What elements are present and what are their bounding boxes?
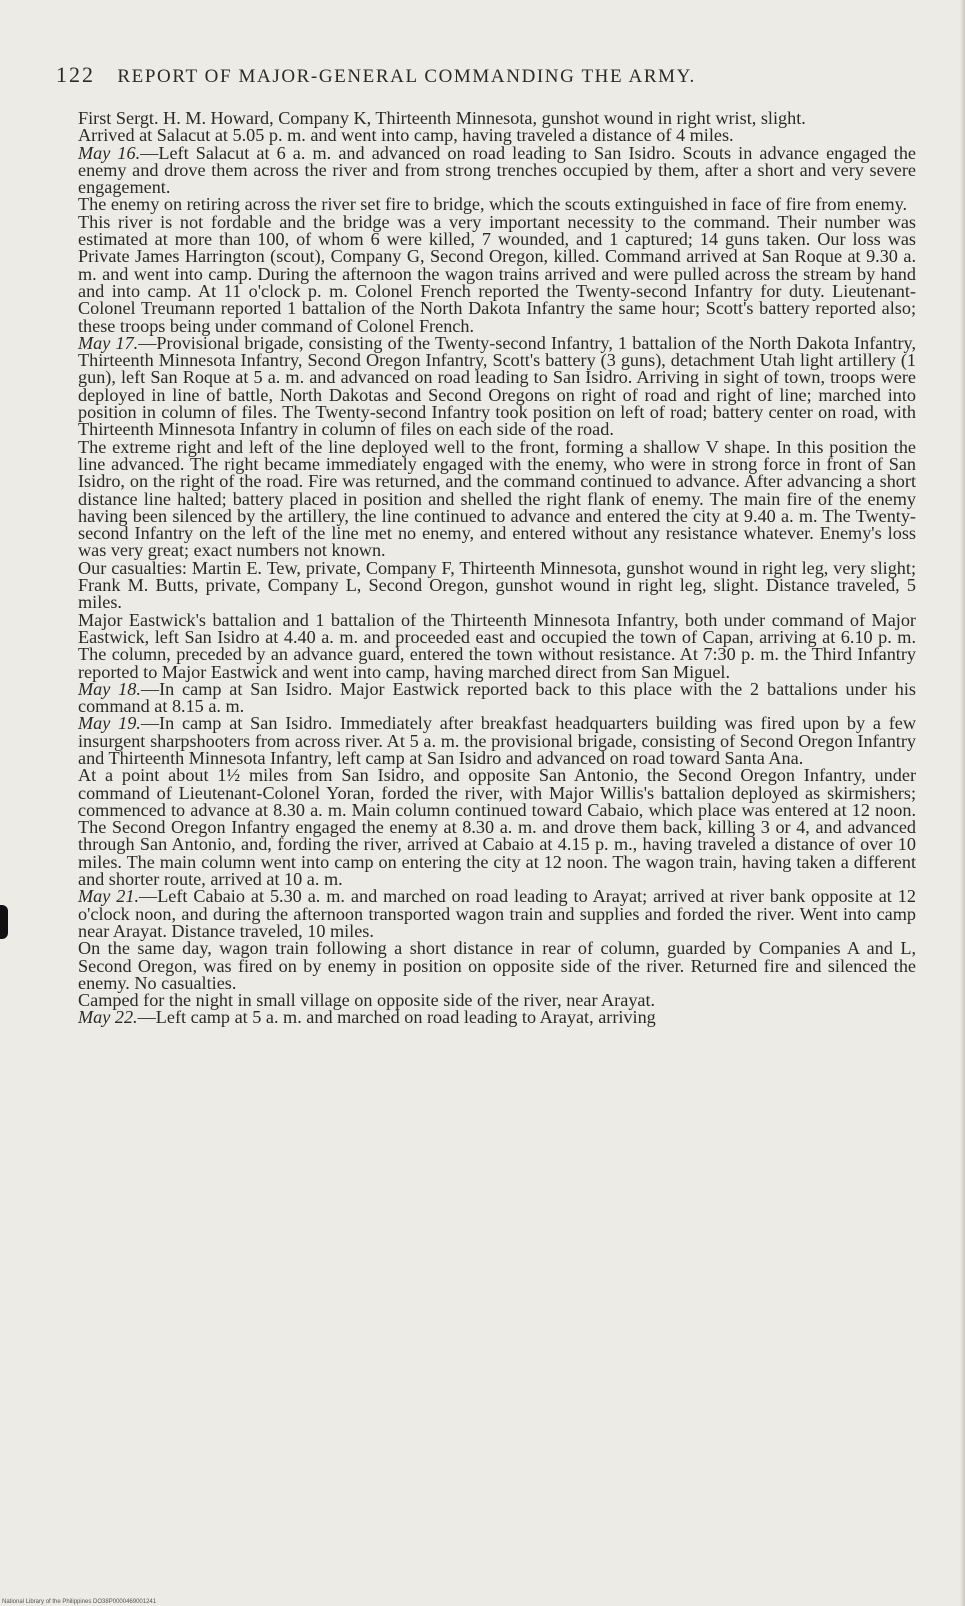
- paragraph: [78, 715, 916, 767]
- paragraph-text: Arrived at Salacut at 5.05 p. m. and went into camp, having traveled a distance of 4 miles.: [78, 125, 734, 146]
- running-title: REPORT OF MAJOR-GENERAL COMMANDING THE ARMY.: [117, 66, 696, 87]
- paragraph-text: At a point about 1½ miles from San Isidro, and opposite San Antonio, the Second Oregon Infantry, under command of Lieutenant-Colonel Yoran, forded the river, with Major Willis's battalion deployed as skirmishers; commenced to advance at 8.30 a. m. Main column continued toward Cabaio, which place was entered at 12 noon. The Second Oregon Infantry engaged the enemy at 8.30 a. m. and drove them back, killing 3 or 4, and advanced through San Antonio, and, fording the river, arrived at Cabaio at 4.15 p. m., having traveled a distance of over 10 miles. The main column went into camp on entering the city at 12 noon. The wagon train, having taken a different and shorter route, arrived at 10 a. m.: [78, 765, 916, 890]
- paragraph-text: The extreme right and left of the line deployed well to the front, forming a shallow V shape. In this position the line advanced. The right became immediately engaged with the enemy, who were in strong force in front of San Isidro, on the right of the road. Fire was returned, and the command continued to advance. After advancing a short distance line halted; battery placed in position and shelled the right flank of enemy. The main fire of the enemy having been silenced by the artillery, the line continued to advance and entered the city at 9.40 a. m. The Twenty-second Infantry on the left of the line met no enemy, and entered without any resistance whatever. Enemy's loss was very great; exact numbers not known.: [78, 436, 916, 561]
- paragraph-text: This river is not fordable and the bridge was a very important necessity to the command. Their number was estimated at more than 100, of whom 6 were killed, 7 wounded, and 1 captured; 14 guns taken. Our loss was Private James Harrington (scout), Company G, Second Oregon, killed. Command arrived at San Roque at 9.30 a. m. and went into camp. During the afternoon the wagon trains arrived and were pulled across the stream by hand and into camp. At 11 o'clock p. m. Colonel French reported the Twenty-second Infantry for duty. Lieutenant-Colonel Treumann reported 1 battalion of the North Dakota Infantry the same hour; Scott's battery reported also; these troops being under command of Colonel French.: [78, 211, 916, 336]
- paragraph-text: Our casualties: Martin E. Tew, private, Company F, Thirteenth Minnesota, gunshot wound in right leg, very slight; Frank M. Butts, private, Company L, Second Oregon, gunshot wound in right leg, slight. Distance traveled, 5 miles.: [78, 557, 916, 613]
- paragraph-text: Major Eastwick's battalion and 1 battalion of the Thirteenth Minnesota Infantry, both under command of Major Eastwick, left San Isidro at 4.40 a. m. and proceeded east and occupied the town of Capan, arriving at 6.10 p. m. The column, preceded by an advance guard, entered the town without resistance. At 7:30 p. m. the Third Infantry reported to Major Eastwick and went into camp, having marched direct from San Miguel.: [78, 609, 916, 682]
- entry-date: May 18.: [78, 678, 141, 699]
- entry-date: May 21.: [78, 886, 139, 907]
- entry-date: May 19.: [78, 713, 141, 734]
- paragraph-text: —Provisional brigade, consisting of the Twenty-second Infantry, 1 battalion of the North Dakota Infantry, Thirteenth Minnesota Infantry, Second Oregon Infantry, Scott's battery (3 guns), detachment Utah light artillery (1 gun), left San Roque at 5 a. m. and advanced on road leading to San Isidro. Arriving in sight of town, troops were deployed in line of battle, North Dakotas and Second Oregons on right of road and right of line; marched into position in column of files. The Twenty-second Infantry took position on left of road; battery center on road, with Thirteenth Minnesota Infantry in column of files on each side of the road.: [78, 332, 916, 440]
- paragraph-text: The enemy on retiring across the river set fire to bridge, which the scouts extinguished in face of fire from enemy.: [78, 194, 908, 215]
- paragraph: [78, 557, 916, 613]
- paragraph-text: —Left Salacut at 6 a. m. and advanced on road leading to San Isidro. Scouts in advance engaged the enemy and drove them across the river and from strong trenches occupied by them, after a short and very severe engagement.: [78, 142, 916, 198]
- paragraph-text: On the same day, wagon train following a short distance in rear of column, guarded by Companies A and L, Second Oregon, was fired on by enemy in position on opposite side of the river. Returned fire and silenced the enemy. No casualties.: [78, 938, 916, 993]
- entry-date: May 22.: [78, 1007, 138, 1028]
- paragraph: [78, 678, 916, 717]
- paragraph: [78, 436, 916, 561]
- entry-date: May 17.: [78, 332, 139, 353]
- page-number: 122: [56, 62, 95, 87]
- page-header: [56, 62, 696, 88]
- paragraph-text: First Sergt. H. M. Howard, Company K, Thirteenth Minnesota, gunshot wound in right wrist, slight.: [78, 108, 806, 128]
- scan-footer: National Library of the Philippines DO38P0000469001241: [2, 1599, 157, 1605]
- page-edge: [960, 0, 965, 1606]
- binding-mark: [0, 905, 8, 939]
- paragraph-text: —In camp at San Isidro. Immediately after breakfast headquarters building was fired upon by a few insurgent sharpshooters from across river. At 5 a. m. the provisional brigade, consisting of Second Oregon Infantry and Thirteenth Minnesota Infantry, left camp at San Isidro and advanced on road toward Santa Ana.: [78, 713, 916, 768]
- paragraph: [78, 211, 916, 336]
- paragraph: [78, 332, 916, 440]
- paragraph-text: —In camp at San Isidro. Major Eastwick reported back to this place with the 2 battalions under his command at 8.15 a. m.: [78, 678, 916, 717]
- paragraph: [78, 1009, 916, 1026]
- paragraph-text: —Left camp at 5 a. m. and marched on road leading to Arayat, arriving: [137, 1007, 656, 1028]
- paragraph: [78, 609, 916, 682]
- paragraph: [78, 767, 916, 888]
- entry-date: May 16.: [78, 142, 141, 163]
- paragraph: [78, 888, 916, 940]
- paragraph: [78, 940, 916, 992]
- paragraph-text: —Left Cabaio at 5.30 a. m. and marched on road leading to Arayat; arrived at river bank opposite at 12 o'clock noon, and during the afternoon transported wagon train and supplies and forded the river. Went into camp near Arayat. Distance traveled, 10 miles.: [78, 886, 916, 941]
- report-body: [78, 110, 916, 1027]
- paragraph-text: Camped for the night in small village on opposite side of the river, near Arayat.: [78, 990, 656, 1011]
- paragraph: [78, 142, 916, 198]
